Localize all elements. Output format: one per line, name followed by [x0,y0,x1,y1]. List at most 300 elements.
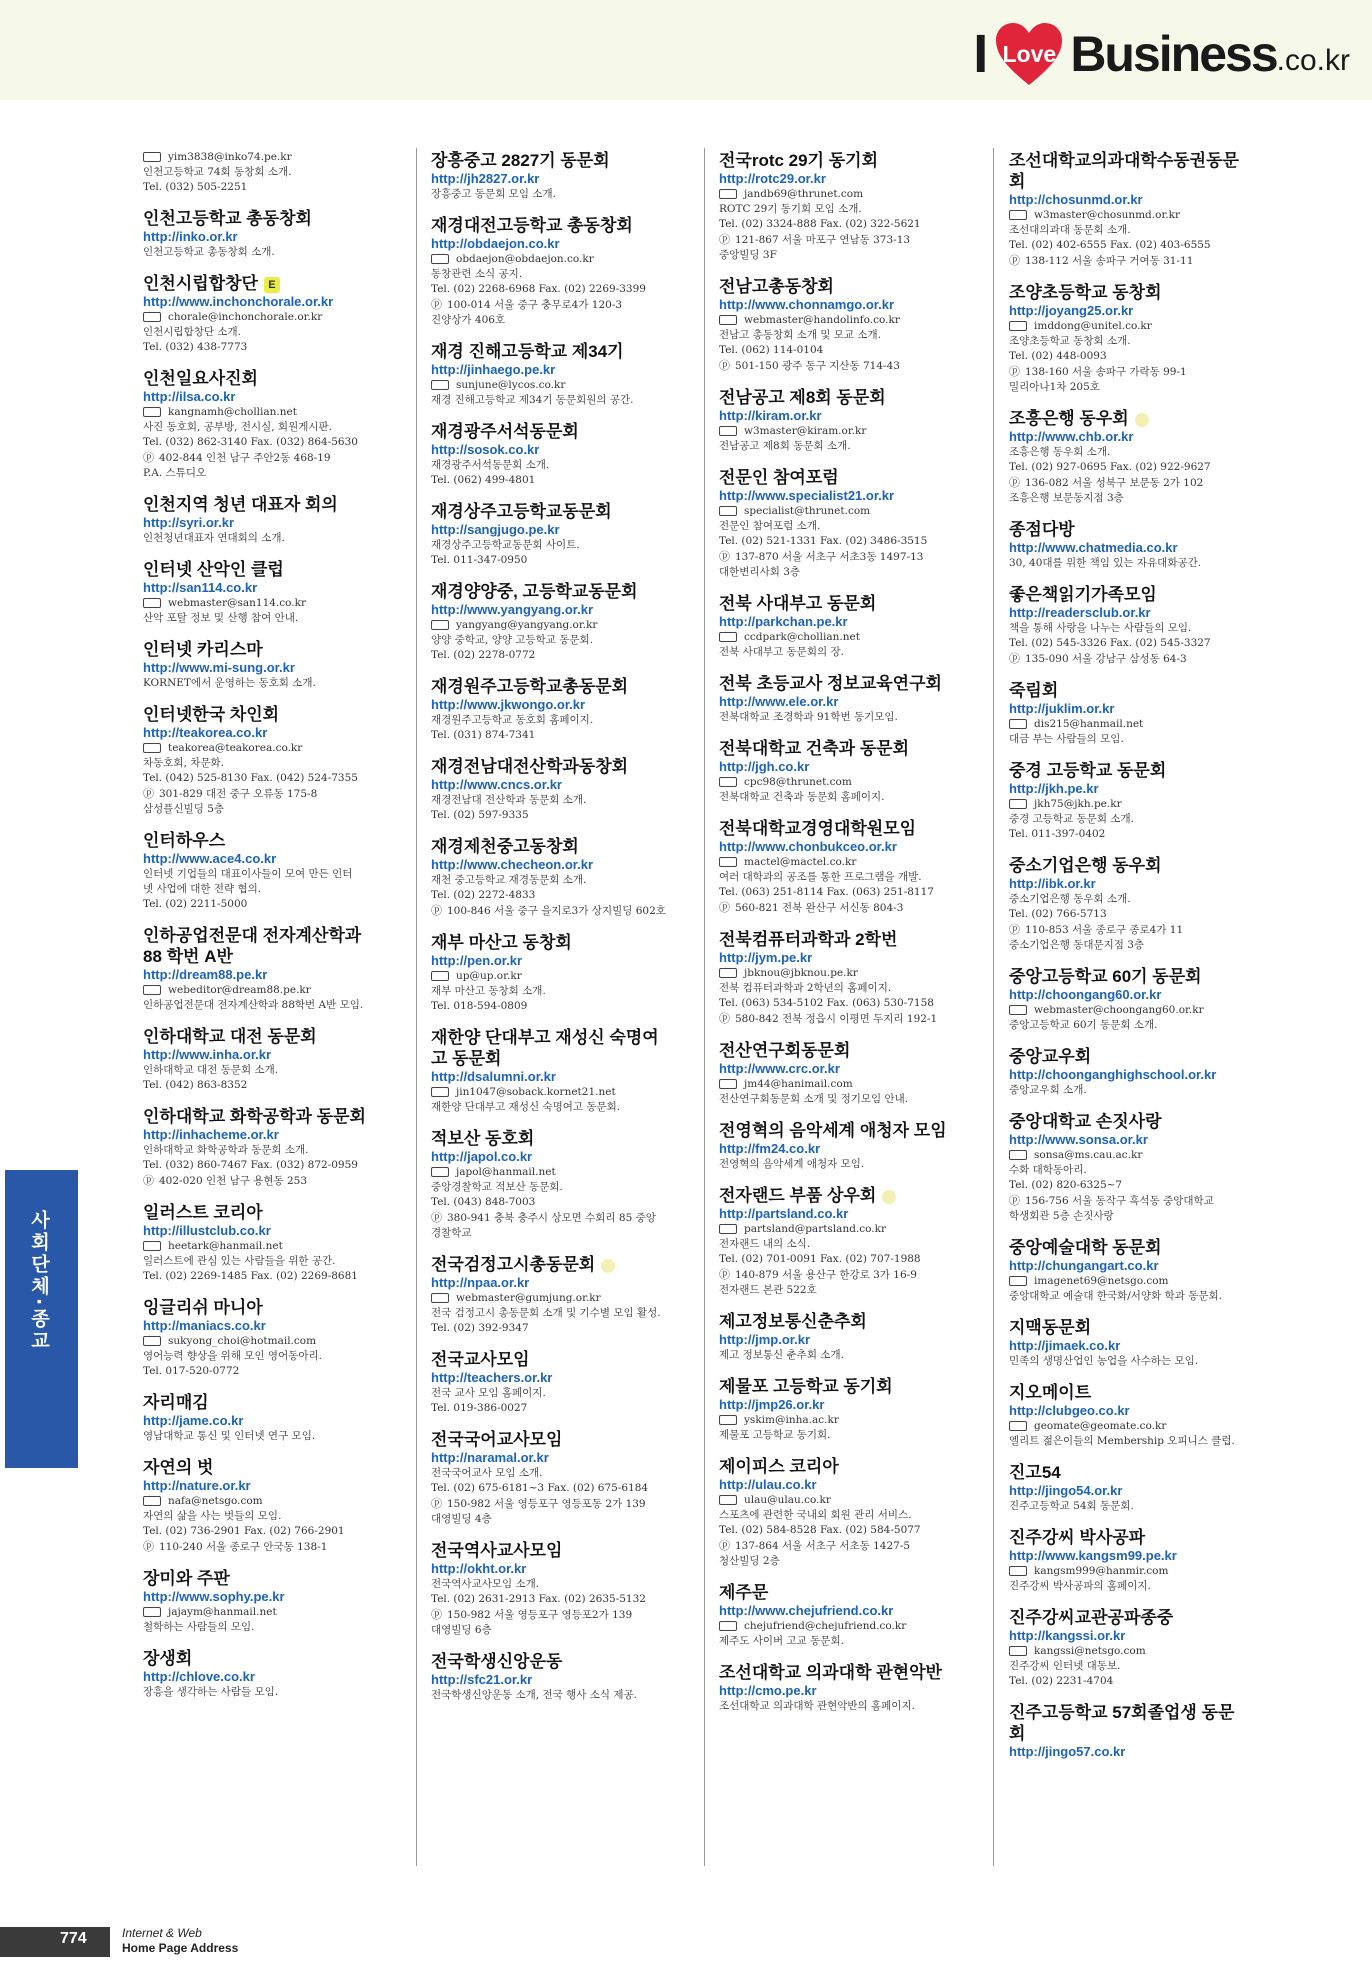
entry-title [719,1582,959,1603]
entry-url-link[interactable]: http://choonganghighschool.or.kr [1009,1067,1217,1082]
entry-title [1009,1607,1249,1628]
entry-detail: 삼성플신빌딩 5층 [143,803,225,815]
entry-url-link[interactable]: http://sfc21.or.kr [431,1672,533,1687]
directory-entry [1009,150,1249,269]
entry-url-link[interactable]: http://juklim.or.kr [1009,701,1115,716]
entry-title [1009,966,1249,987]
entry-title [431,836,671,857]
directory-entry [143,1297,383,1379]
directory-entry [431,341,671,408]
entry-email[interactable]: geomate@geomate.co.kr [1009,1419,1249,1434]
entry-url-link[interactable]: http://kiram.or.kr [719,408,822,423]
entry-title-text: 전국교사모임 [431,1350,530,1369]
entry-address: ⓟ 380-941 충북 충주시 상모면 수회리 85 중앙 [431,1210,671,1226]
entry-title-text: 제주문 [719,1583,769,1602]
entry-url-link[interactable]: http://www.ace4.co.kr [143,851,277,866]
entry-title [719,929,959,950]
entry-email[interactable]: sukyong_choi@hotmail.com [143,1334,383,1349]
directory-entry [431,421,671,488]
entry-url-link[interactable]: http://www.chatmedia.co.kr [1009,540,1178,555]
entry-title [143,1026,383,1047]
entry-title [431,756,671,777]
entry-email[interactable]: webmaster@gumjung.or.kr [431,1291,671,1306]
entry-detail: Tel. (032) 862-3140 Fax. (032) 864-5630 [143,436,358,448]
entry-url-link[interactable]: http://rotc29.or.kr [719,171,826,186]
page-number: 774 [60,1930,87,1947]
entry-email[interactable]: jm44@hanimail.com [719,1077,959,1092]
entry-detail: Tel. (032) 438-7773 [143,341,248,353]
entry-title-text: 중앙고등학교 60기 동문회 [1009,967,1202,986]
entry-title-text: 인천고등학교 총동창회 [143,209,312,228]
entry-url-link[interactable]: http://jinhaego.pe.kr [431,362,556,377]
entry-title [143,1392,383,1413]
entry-email[interactable]: kangsm999@hanmir.com [1009,1564,1249,1579]
entry-address: ⓟ 560-821 전북 완산구 서신동 804-3 [719,900,959,916]
directory-entry [431,1429,671,1527]
entry-title [1009,1382,1249,1403]
entry-url-link[interactable]: http://www.kangsm99.pe.kr [1009,1548,1177,1563]
entry-detail: 경찰학교 [431,1227,472,1239]
directory-column-1 [143,150,383,1713]
entry-email[interactable]: w3master@kiram.or.kr [719,424,959,439]
entry-url-link[interactable]: http://ulau.co.kr [719,1477,817,1492]
entry-detail: 전자랜드 내의 소식. [719,1238,811,1250]
entry-url-link[interactable]: http://ibk.or.kr [1009,876,1096,891]
entry-detail: 진주고등학교 54회 동문회. [1009,1500,1134,1512]
entry-title [719,1040,959,1061]
entry-detail: 수화 대학동아리. [1009,1164,1087,1176]
entry-title [719,818,959,839]
entry-detail: Tel. (02) 2268-6968 Fax. (02) 2269-3399 [431,283,646,295]
directory-entry [1009,1382,1249,1449]
entry-url-link[interactable]: http://clubgeo.co.kr [1009,1403,1130,1418]
i-love-business-logo[interactable] [973,14,1350,94]
entry-url-link[interactable]: http://www.chonbukceo.or.kr [719,839,897,854]
entry-email[interactable]: kangnamh@chollian.net [143,405,383,420]
entry-detail: 전북대학교 조경학과 91학번 동기모임. [719,711,898,723]
directory-entry [719,673,959,725]
entry-detail: 인천청년대표자 연대회의 소개. [143,532,285,544]
entry-address: ⓟ 136-082 서울 성북구 보문동 2가 102 [1009,475,1249,491]
directory-column-2 [431,150,671,1716]
entry-title [431,1254,671,1275]
entry-title-text: 전자랜드 부품 상우회 [719,1186,877,1205]
entry-url-link[interactable]: http://teachers.or.kr [431,1370,553,1385]
entry-url-link[interactable]: http://inhacheme.or.kr [143,1127,279,1142]
entry-title [1009,1702,1249,1744]
entry-detail: 학생회관 5층 손짓사랑 [1009,1210,1114,1222]
entry-url-link[interactable]: http://jame.co.kr [143,1413,244,1428]
entry-url-link[interactable]: http://parkchan.pe.kr [719,614,848,629]
entry-title [431,581,671,602]
entry-email[interactable]: yangyang@yangyang.or.kr [431,618,671,633]
entry-url-link[interactable]: http://www.yangyang.or.kr [431,602,594,617]
entry-email[interactable]: sunjune@lycos.co.kr [431,378,671,393]
directory-column-3 [719,150,959,1727]
entry-url-link[interactable]: http://jym.pe.kr [719,950,813,965]
directory-entry [143,1026,383,1093]
entry-detail: 재한양 단대부고 재성신 숙명여고 동문회. [431,1101,621,1113]
directory-entry [1009,966,1249,1033]
entry-email[interactable]: jajaym@hanmail.net [143,1605,383,1620]
entry-url-link[interactable]: http://chungangart.co.kr [1009,1258,1159,1273]
entry-detail: 대금 부는 사람들의 모임. [1009,733,1124,745]
entry-title-text: 지맥동문회 [1009,1318,1092,1337]
directory-entry [719,1456,959,1569]
entry-url-link[interactable]: http://dream88.pe.kr [143,967,268,982]
directory-entry [1009,584,1249,667]
entry-detail: 재경원주고등학교 동호회 홈페이지. [431,714,594,726]
entry-url-link[interactable]: http://japol.co.kr [431,1149,533,1164]
entry-title-text: 재부 마산고 동창회 [431,933,572,952]
entry-url-link[interactable]: http://sosok.co.kr [431,442,540,457]
directory-entry [143,1202,383,1284]
entry-email[interactable]: sonsa@ms.cau.ac.kr [1009,1148,1249,1163]
entry-title [143,1106,383,1127]
entry-url-link[interactable]: http://npaa.or.kr [431,1275,530,1290]
directory-entry [431,1651,671,1703]
entry-detail: 조선대학교 의과대학 관현악반의 홈페이지. [719,1700,915,1712]
directory-entry [143,273,383,355]
entry-email[interactable]: jin1047@soback.kornet21.net [431,1085,671,1100]
directory-entry [719,1662,959,1714]
entry-detail: 밀리아나1차 205호 [1009,381,1100,393]
entry-email[interactable]: teakorea@teakorea.co.kr [143,741,383,756]
entry-email[interactable]: imddong@unitel.co.kr [1009,319,1249,334]
entry-title [143,1568,383,1589]
entry-title [1009,760,1249,781]
entry-address: ⓟ 135-090 서울 강남구 삼성동 64-3 [1009,651,1249,667]
entry-url-link[interactable]: http://jmp.or.kr [719,1332,810,1347]
dot-badge-icon [1135,413,1149,427]
entry-email[interactable]: dis215@hanmail.net [1009,717,1249,732]
directory-entry [1009,1317,1249,1369]
entry-title [431,676,671,697]
entry-url-link[interactable]: http://jingo54.or.kr [1009,1483,1123,1498]
entry-title [143,273,383,294]
directory-entry [719,387,959,454]
entry-url-link[interactable]: http://nature.or.kr [143,1478,251,1493]
entry-email[interactable]: chorale@inchonchorale.or.kr [143,310,383,325]
directory-entry [1009,1111,1249,1224]
entry-email[interactable]: webmaster@handolinfo.co.kr [719,313,959,328]
entry-title-text: 제물포 고등학교 동기회 [719,1377,893,1396]
entry-title-text: 전산연구회동문회 [719,1041,851,1060]
entry-title [431,150,671,171]
entry-title [143,1648,383,1669]
entry-url-link[interactable]: http://www.sophy.pe.kr [143,1589,285,1604]
entry-url-link[interactable]: http://readersclub.or.kr [1009,605,1151,620]
entry-email[interactable]: jbknou@jbknou.pe.kr [719,966,959,981]
entry-url-link[interactable]: http://choongang60.or.kr [1009,987,1162,1002]
directory-entry [431,836,671,919]
entry-url-link[interactable]: http://san114.co.kr [143,580,258,595]
entry-url-link[interactable]: http://obdaejon.co.kr [431,236,560,251]
entry-url-link[interactable]: http://www.specialist21.or.kr [719,488,895,503]
entry-detail: 철학하는 사람들의 모임. [143,1621,255,1633]
entry-detail: 전남고 총동창회 소개 및 모교 소개. [719,329,882,341]
section-tab-label: 사회단체·종교 [28,1210,50,1353]
entry-detail: 중앙고등학교 60기 동문회 소개. [1009,1019,1158,1031]
entry-url-link[interactable]: http://sangjugo.pe.kr [431,522,560,537]
entry-detail: Tel. (02) 2211-5000 [143,898,248,910]
entry-detail: 중앙대학교 예술대 한국화/서양화 학과 동문회. [1009,1290,1222,1302]
entry-address: ⓟ 110-853 서울 종로구 종로4가 11 [1009,922,1249,938]
entry-url-link[interactable]: http://www.chb.or.kr [1009,429,1134,444]
entry-url-link[interactable]: http://www.mi-sung.or.kr [143,660,295,675]
entry-email[interactable]: specialist@thrunet.com [719,504,959,519]
directory-entry [143,1106,383,1189]
directory-entry [1009,282,1249,395]
entry-title-text: 재경상주고등학교동문회 [431,502,612,521]
directory-entry [719,150,959,263]
directory-entry [431,215,671,328]
entry-url-link[interactable]: http://jimaek.co.kr [1009,1338,1121,1353]
directory-entry [431,150,671,202]
entry-title-text: 인천시립합창단 [143,274,258,293]
entry-title-text: 재한양 단대부고 재성신 숙명여고 동문회 [431,1028,659,1068]
entry-title-text: 진고54 [1009,1463,1061,1482]
entry-email[interactable]: w3master@chosunmd.or.kr [1009,208,1249,223]
entry-detail: Tel. (043) 848-7003 [431,1196,536,1208]
entry-url-link[interactable]: http://partsland.co.kr [719,1206,849,1221]
entry-url-link[interactable]: http://chosunmd.or.kr [1009,192,1143,207]
entry-title-text: 잉글리쉬 마니아 [143,1298,263,1317]
entry-address: ⓟ 402-844 인천 남구 주안2동 468-19 [143,450,383,466]
entry-title [143,494,383,515]
entry-title [719,467,959,488]
entry-url-link[interactable]: http://joyang25.or.kr [1009,303,1134,318]
entry-url-link[interactable]: http://fm24.co.kr [719,1141,821,1156]
entry-title-text: 중앙예술대학 동문회 [1009,1238,1162,1257]
entry-title-text: 전국학생신앙운동 [431,1652,563,1671]
entry-title [431,1027,671,1069]
directory-entry [719,276,959,374]
footer-caption [122,1926,238,1956]
entry-url-link[interactable]: http://pen.or.kr [431,953,522,968]
entry-url-link[interactable]: http://www.crc.or.kr [719,1061,840,1076]
entry-title-text: 조흥은행 동우회 [1009,409,1129,428]
entry-detail: Tel. 019-386-0027 [431,1402,528,1414]
entry-detail: Tel. (063) 534-5102 Fax. (063) 530-7158 [719,997,934,1009]
entry-detail: 전국역사교사모임 소개. [431,1578,540,1590]
entry-title [143,639,383,660]
entry-url-link[interactable]: http://www.sonsa.or.kr [1009,1132,1148,1147]
entry-title-text: 인하대학교 화학공학과 동문회 [143,1107,366,1126]
column-divider [416,148,417,1866]
entry-title-text: 인터넷 카리스마 [143,640,263,659]
entry-detail: Tel. 018-594-0809 [431,1000,528,1012]
entry-url-link[interactable]: http://jmp26.or.kr [719,1397,825,1412]
entry-email[interactable]: heetark@hanmail.net [143,1239,383,1254]
entry-title-text: 장미와 주판 [143,1569,230,1588]
entry-title-text: 중경 고등학교 동문회 [1009,761,1167,780]
directory-entry [143,150,383,195]
entry-detail: 전국국어교사 모임 소개. [431,1467,543,1479]
entry-detail: 넷 사업에 대한 전략 협의. [143,883,262,895]
entry-detail: 중경 고등학교 동문회 소개. [1009,813,1134,825]
entry-title-text: 중앙대학교 손짓사랑 [1009,1112,1162,1131]
entry-title-text: 인터넷한국 차인회 [143,705,280,724]
entry-detail: Tel. (02) 3324-888 Fax. (02) 322-5621 [719,218,921,230]
entry-url-link[interactable]: http://maniacs.co.kr [143,1318,266,1333]
entry-address: ⓟ 100-014 서울 중구 충무로4가 120-3 [431,297,671,313]
entry-url-link[interactable]: http://inko.or.kr [143,229,238,244]
entry-detail: 스포츠에 관련한 국내외 회원 관리 서비스. [719,1509,912,1521]
entry-email[interactable]: mactel@mactel.co.kr [719,855,959,870]
entry-url-link[interactable]: http://www.checheon.or.kr [431,857,594,872]
entry-detail: 영어능력 향상을 위해 모인 영어동아리. [143,1350,322,1362]
directory-entry [719,1376,959,1443]
entry-detail: 재천 중고등학교 재경동문회 소개. [431,874,587,886]
entry-email[interactable]: japol@hanmail.net [431,1165,671,1180]
entry-title-text: 인하대학교 대전 동문회 [143,1027,317,1046]
entry-title-text: 전남고총동창회 [719,277,834,296]
entry-detail: Tel. (02) 2278-0772 [431,649,536,661]
entry-url-link[interactable]: http://jkh.pe.kr [1009,781,1099,796]
entry-title [719,1376,959,1397]
entry-url-link[interactable]: http://kangssi.or.kr [1009,1628,1126,1643]
entry-title [431,1651,671,1672]
entry-url-link[interactable]: http://jh2827.or.kr [431,171,540,186]
entry-detail: 전국 교사 모임 홈페이지. [431,1387,546,1399]
entry-detail: 인천고등학교 총동창회 소개. [143,246,275,258]
entry-title-text: 자연의 벗 [143,1458,214,1477]
column-divider [704,148,705,1866]
entry-detail: 여러 대학과의 공조를 통한 프로그램을 개발. [719,871,922,883]
entry-email[interactable]: webeditor@dream88.pe.kr [143,983,383,998]
entry-detail: 재경전남대 전산학과 동문회 소개. [431,794,587,806]
directory-entry [143,494,383,546]
entry-url-link[interactable]: http://cmo.pe.kr [719,1683,817,1698]
entry-email[interactable]: webmaster@san114.co.kr [143,596,383,611]
entry-url-link[interactable]: http://jgh.co.kr [719,759,810,774]
entry-title [1009,1111,1249,1132]
entry-email[interactable]: cpc98@thrunet.com [719,775,959,790]
entry-title-text: 조양초등학교 동창회 [1009,283,1162,302]
entry-detail: Tel. (062) 499-4801 [431,474,536,486]
entry-url-link[interactable]: http://teakorea.co.kr [143,725,268,740]
entry-url-link[interactable]: http://www.inchonchorale.or.kr [143,294,334,309]
directory-entry [143,925,383,1013]
entry-url-link[interactable]: http://ilsa.co.kr [143,389,236,404]
entry-url-link[interactable]: http://www.chonnamgo.or.kr [719,297,895,312]
column-divider [993,148,994,1866]
entry-address: ⓟ 140-879 서울 용산구 한강로 3가 16-9 [719,1267,959,1283]
dot-badge-icon [601,1259,615,1273]
entry-title-text: 전국rotc 29기 동기회 [719,151,879,170]
entry-title [719,1456,959,1477]
entry-url-link[interactable]: http://okht.or.kr [431,1561,527,1576]
entry-title [143,208,383,229]
entry-email[interactable]: jandb69@thrunet.com [719,187,959,202]
entry-title [1009,1317,1249,1338]
entry-detail: P.A. 스튜디오 [143,467,207,479]
entry-detail: Tel. (042) 863-8352 [143,1079,248,1091]
entry-email[interactable]: yim3838@inko74.pe.kr [143,150,383,165]
entry-detail: 전문인 참여포럼 소개. [719,520,821,532]
entry-title [1009,680,1249,701]
entry-url-link[interactable]: http://jingo57.co.kr [1009,1744,1126,1759]
entry-email[interactable]: ulau@ulau.co.kr [719,1493,959,1508]
entry-email[interactable]: partsland@partsland.co.kr [719,1222,959,1237]
entry-title [719,1662,959,1683]
entry-detail: 전국학생신앙운동 소개, 전국 행사 소식 제공. [431,1689,637,1701]
entry-email[interactable]: obdaejon@obdaejon.co.kr [431,252,671,267]
entry-url-link[interactable]: http://dsalumni.or.kr [431,1069,556,1084]
entry-title-text: 장흥중고 2827기 동문회 [431,151,610,170]
entry-address: ⓟ 402-020 인천 남구 용현동 253 [143,1173,383,1189]
entry-email[interactable]: ccdpark@chollian.net [719,630,959,645]
directory-entry [1009,519,1249,571]
entry-email[interactable]: kangssi@netsgo.com [1009,1644,1249,1659]
entry-detail: 인천시립합창단 소개. [143,326,241,338]
entry-url-link[interactable]: http://www.inha.or.kr [143,1047,272,1062]
entry-detail: 청산빌딩 2층 [719,1555,780,1567]
entry-title-text: 진주강씨교관공파종중 [1009,1608,1174,1627]
entry-email[interactable]: webmaster@choongang60.or.kr [1009,1003,1249,1018]
directory-entry [143,1648,383,1700]
entry-title [1009,1237,1249,1258]
entry-detail: 전영혁의 음악세계 애청자 모임. [719,1158,865,1170]
entry-detail: Tel. (02) 675-6181~3 Fax. (02) 675-6184 [431,1482,649,1494]
entry-detail: 중앙빌딩 3F [719,249,777,261]
entry-title-text: 중앙교우회 [1009,1047,1092,1066]
entry-url-link[interactable]: http://syri.or.kr [143,515,235,530]
entry-url-link[interactable]: http://www.jkwongo.or.kr [431,697,586,712]
entry-title-text: 재경제천중고동창회 [431,837,579,856]
logo-business: Business [1070,26,1277,82]
entry-title-text: 전북 초등교사 정보교육연구회 [719,674,942,693]
entry-email[interactable]: nafa@netsgo.com [143,1494,383,1509]
entry-title [719,593,959,614]
entry-title-text: 재경양양중, 고등학교동문회 [431,582,638,601]
entry-detail: 전자랜드 본관 522호 [719,1284,817,1296]
entry-email[interactable]: imagenet69@netsgo.com [1009,1274,1249,1289]
directory-entry [1009,855,1249,953]
entry-url-link[interactable]: http://www.ele.or.kr [719,694,839,709]
entry-url-link[interactable]: http://www.cncs.or.kr [431,777,562,792]
entry-title [143,1297,383,1318]
entry-url-link[interactable]: http://chlove.co.kr [143,1669,255,1684]
entry-email[interactable]: yskim@inha.ac.kr [719,1413,959,1428]
entry-title-text: 제고정보통신춘추회 [719,1312,867,1331]
entry-title [143,368,383,389]
logo-i: I [973,24,989,84]
entry-detail: Tel. (02) 448-0093 [1009,350,1107,362]
entry-url-link[interactable]: http://naramal.or.kr [431,1450,549,1465]
entry-title-text: 재경 진해고등학교 제34기 [431,342,624,361]
entry-title-text: 재경광주서석동문회 [431,422,579,441]
entry-title-text: 전국역사교사모임 [431,1541,563,1560]
entry-title-text: 전북대학교 건축과 동문회 [719,739,910,758]
entry-email[interactable]: jkh75@jkh.pe.kr [1009,797,1249,812]
entry-url-link[interactable]: http://www.chejufriend.co.kr [719,1603,894,1618]
entry-detail: ROTC 29기 동기회 모임 소개. [719,203,862,215]
logo-domain: .co.kr [1276,44,1350,77]
entry-url-link[interactable]: http://illustclub.co.kr [143,1223,271,1238]
entry-email[interactable]: up@up.or.kr [431,969,671,984]
entry-email[interactable]: chejufriend@chejufriend.co.kr [719,1619,959,1634]
entry-title [719,1185,959,1206]
entry-title-text: 인천지역 청년 대표자 회의 [143,495,338,514]
directory-entry [431,1027,671,1115]
entry-title [719,150,959,171]
entry-address: ⓟ 110-240 서울 종로구 안국동 138-1 [143,1539,383,1555]
entry-address: ⓟ 156-756 서울 동작구 흑석동 중앙대학교 [1009,1193,1249,1209]
entry-address: ⓟ 301-829 대전 중구 오류동 175-8 [143,786,383,802]
entry-detail: Tel. (02) 736-2901 Fax. (02) 766-2901 [143,1525,345,1537]
